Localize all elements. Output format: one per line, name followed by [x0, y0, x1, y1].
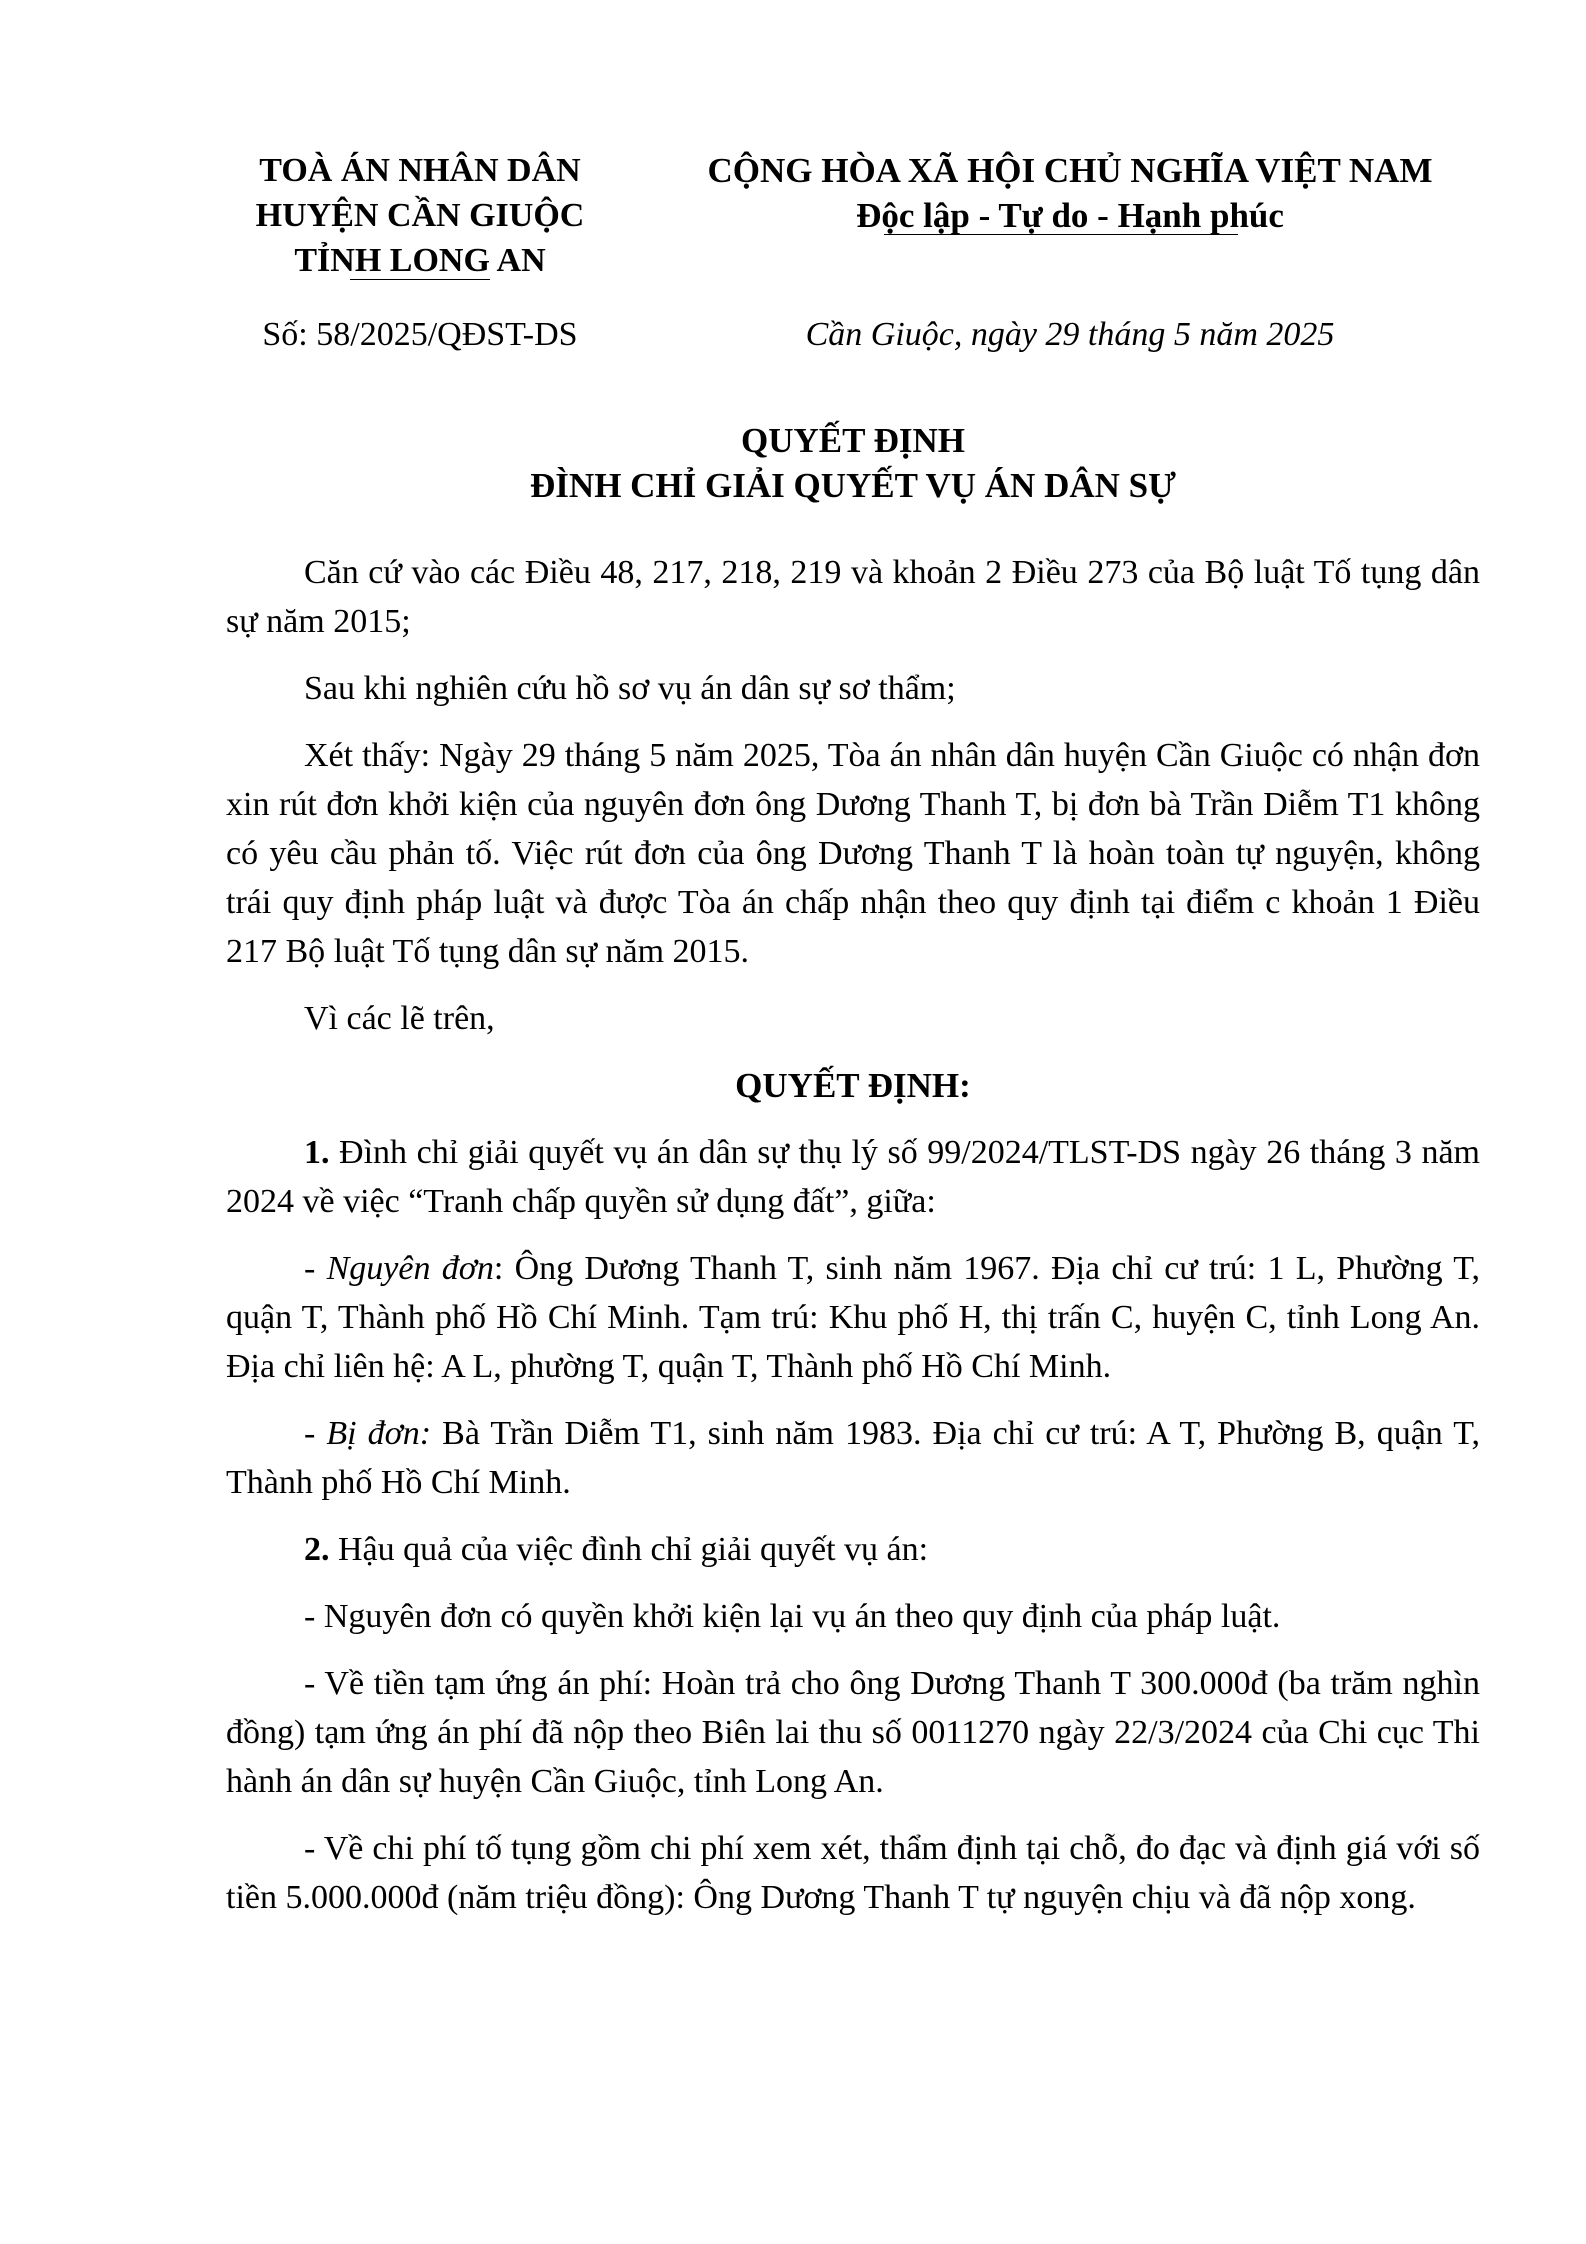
plaintiff-details: : Ông Dương Thanh T, sinh năm 1967. Địa chỉ cư trú: 1 L, Phường T, quận T, Thành phố Hồ Chí Minh. Tạm trú: Khu phố H, thị trấn C, huyện C, tỉnh Long An. Địa chỉ liên hệ: A L, phường T, quận T, Thành phố Hồ Chí Minh. [226, 1250, 1480, 1385]
legal-basis-paragraph: Căn cứ vào các Điều 48, 217, 218, 219 và khoản 2 Điều 273 của Bộ luật Tố tụng dân sự năm 2015; [226, 554, 1480, 640]
consequence-refile: - Nguyên đơn có quyền khởi kiện lại vụ án theo quy định của pháp luật. [304, 1598, 1281, 1635]
motto-underline [884, 234, 1238, 235]
document-title [226, 418, 1480, 508]
title-line-1: QUYẾT ĐỊNH [741, 421, 965, 460]
place-and-date: Cần Giuộc, ngày 29 tháng 5 năm 2025 [805, 316, 1335, 353]
reasoning-paragraph: Vì các lẽ trên, [304, 1000, 495, 1037]
consequence-court-fee: - Về tiền tạm ứng án phí: Hoàn trả cho ông Dương Thanh T 300.000đ (ba trăm nghìn đồng) tạm ứng án phí đã nộp theo Biên lai thu số 0011270 ngày 22/3/2024 của Chi cục Thi hành án dân sự huyện Cần Giuộc, tỉnh Long An. [226, 1665, 1480, 1800]
defendant-paragraph [226, 1409, 1480, 1507]
decision-item-2 [226, 1525, 1480, 1574]
bullet-dash: - [304, 1250, 327, 1287]
item-text: Đình chỉ giải quyết vụ án dân sự thụ lý số 99/2024/TLST-DS ngày 26 tháng 3 năm 2024 về việc “Tranh chấp quyền sử dụng đất”, giữa: [226, 1134, 1480, 1220]
consequence-procedural-costs: - Về chi phí tố tụng gồm chi phí xem xét, thẩm định tại chỗ, đo đạc và định giá với số tiền 5.000.000đ (năm triệu đồng): Ông Dương Thanh T tự nguyện chịu và đã nộp xong. [226, 1830, 1480, 1916]
item-number: 1. [304, 1134, 330, 1171]
court-header-underline [350, 279, 490, 280]
bullet-dash: - [304, 1415, 327, 1452]
document-body [226, 548, 1480, 1940]
item-number: 2. [304, 1531, 330, 1568]
national-header [660, 148, 1480, 238]
decision-item-1 [226, 1128, 1480, 1226]
plaintiff-label: Nguyên đơn [326, 1250, 494, 1287]
title-line-2: ĐÌNH CHỈ GIẢI QUYẾT VỤ ÁN DÂN SỰ [530, 466, 1176, 505]
court-name-line-3: TỈNH LONG AN [294, 242, 546, 279]
court-name-line-2: HUYỆN CẦN GIUỘC [255, 197, 585, 234]
decision-heading: QUYẾT ĐỊNH: [735, 1066, 971, 1105]
plaintiff-paragraph [226, 1244, 1480, 1391]
document-number: Số: 58/2025/QĐST-DS [262, 316, 578, 353]
item-text: Hậu quả của việc đình chỉ giải quyết vụ án: [329, 1531, 929, 1568]
court-name-line-1: TOÀ ÁN NHÂN DÂN [259, 152, 581, 189]
defendant-details: Bà Trần Diễm T1, sinh năm 1983. Địa chỉ cư trú: A T, Phường B, quận T, Thành phố Hồ Chí Minh. [226, 1415, 1480, 1501]
findings-paragraph: Xét thấy: Ngày 29 tháng 5 năm 2025, Tòa án nhân dân huyện Cần Giuộc có nhận đơn xin rút đơn khởi kiện của nguyên đơn ông Dương Thanh T, bị đơn bà Trần Diễm T1 không có yêu cầu phản tố. Việc rút đơn của ông Dương Thanh T là hoàn toàn tự nguyện, không trái quy định pháp luật và được Tòa án chấp nhận theo quy định tại điểm c khoản 1 Điều 217 Bộ luật Tố tụng dân sự năm 2015. [226, 737, 1480, 970]
national-motto: Độc lập - Tự do - Hạnh phúc [856, 196, 1284, 235]
court-header [230, 148, 610, 283]
country-name: CỘNG HÒA XÃ HỘI CHỦ NGHĨA VIỆT NAM [707, 151, 1433, 190]
defendant-label: Bị đơn: [326, 1415, 432, 1452]
review-paragraph: Sau khi nghiên cứu hồ sơ vụ án dân sự sơ thẩm; [304, 670, 956, 707]
